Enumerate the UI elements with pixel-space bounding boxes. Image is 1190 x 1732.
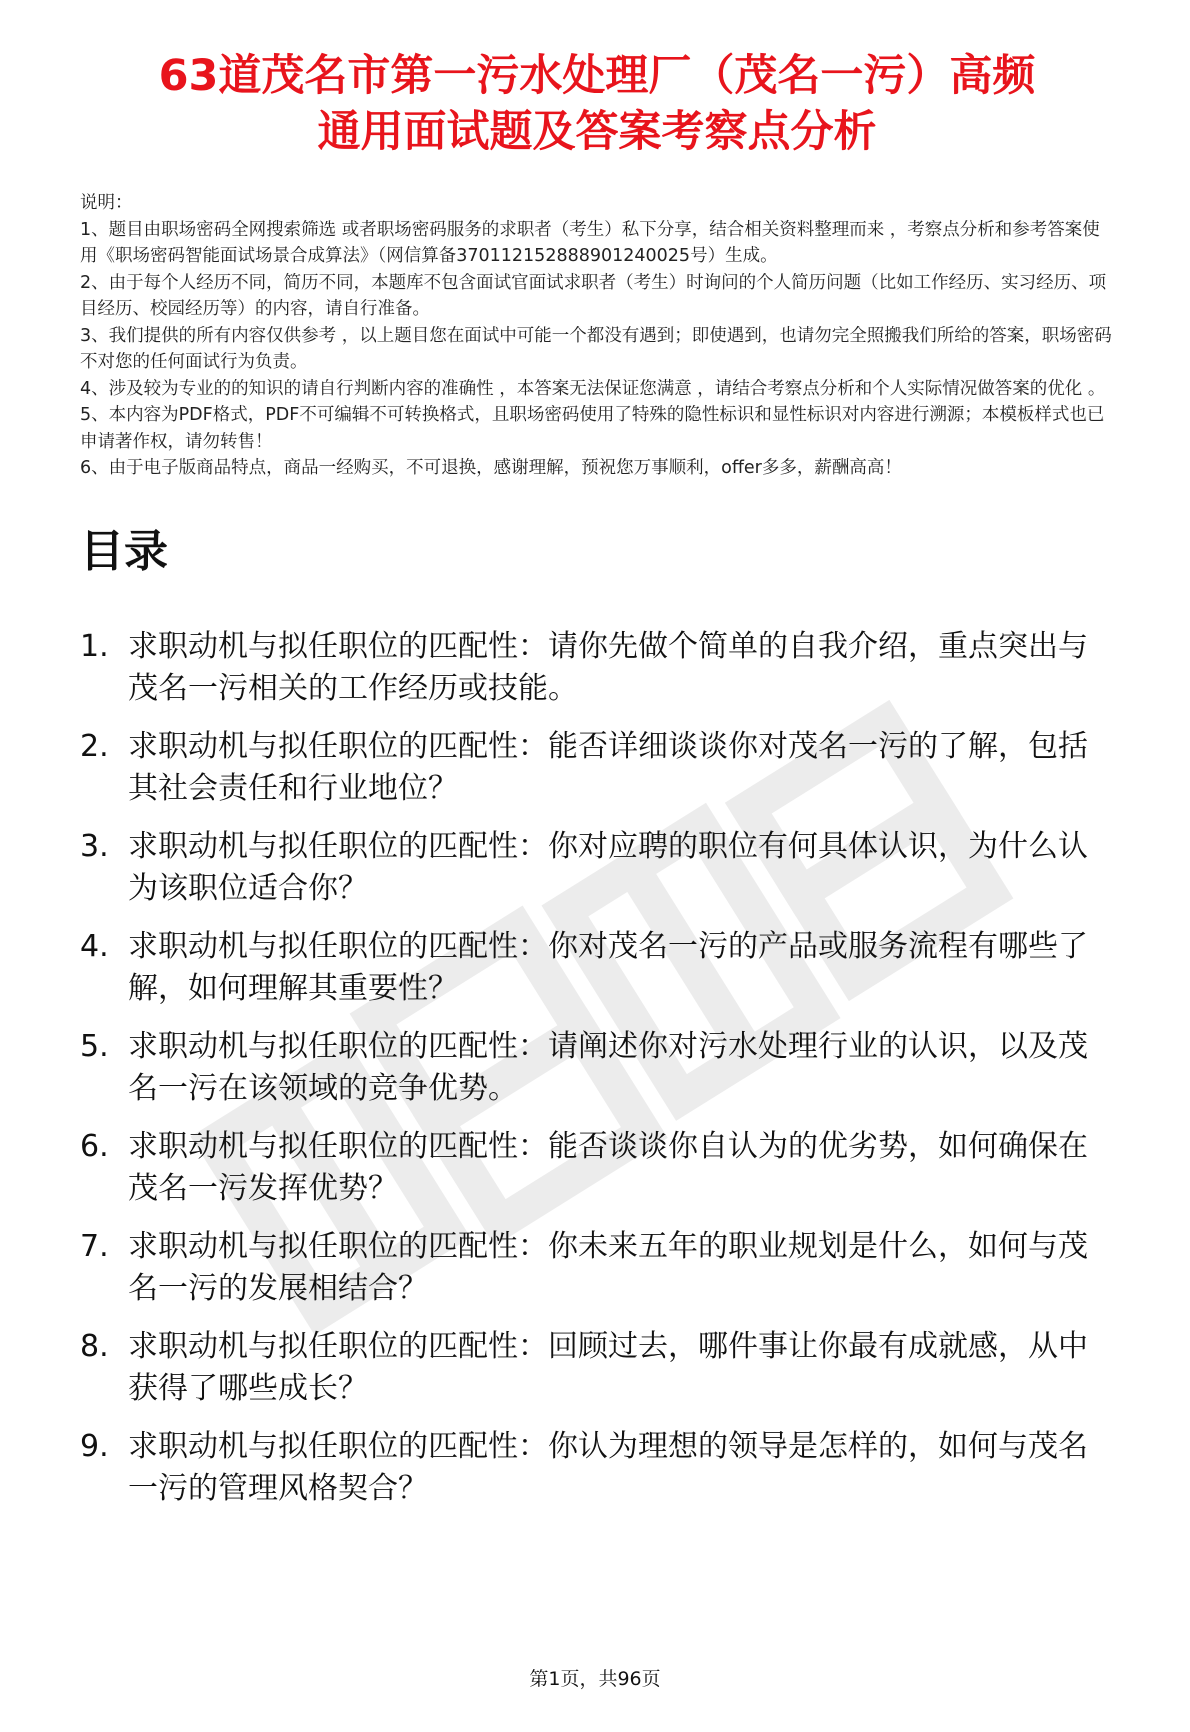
toc-list [80, 626, 1114, 1510]
document-title [80, 48, 1114, 160]
note-item: 6、由于电子版商品特点，商品一经购买，不可退换，感谢理解，预祝您万事顺利，offer多多，薪酬高高！ [80, 458, 902, 478]
note-item: 2、由于每个人经历不同，简历不同，本题库不包含面试官面试求职者（考生）时询问的个人简历问题（比如工作经历、实习经历、项目经历、校园经历等）的内容，请自行准备。 [80, 272, 1107, 319]
toc-item-text: 求职动机与拟任职位的匹配性：请你先做个简单的自我介绍，重点突出与茂名一污相关的工作经历或技能。 [128, 628, 1088, 706]
title-line-1: 63道茂名市第一污水处理厂（茂名一污）高频 [158, 51, 1036, 101]
toc-item-number: 3. [80, 828, 109, 864]
toc-item[interactable] [80, 926, 1114, 1010]
toc-item-number: 9. [80, 1428, 109, 1464]
toc-item-number: 1. [80, 628, 109, 664]
toc-item[interactable] [80, 1326, 1114, 1410]
toc-item[interactable] [80, 726, 1114, 810]
toc-item[interactable] [80, 626, 1114, 710]
note-item: 1、题目由职场密码全网搜索筛选 或者职场密码服务的求职者（考生）私下分享，结合相关资料整理而来 ，考察点分析和参考答案使用《职场密码智能面试场景合成算法》（网信算备370112152888901240025号）生成。 [80, 219, 1100, 266]
toc-item[interactable] [80, 826, 1114, 910]
toc-heading: 目录 [80, 525, 168, 577]
notes-section [80, 190, 1114, 482]
toc-item-number: 8. [80, 1328, 109, 1364]
toc-item-number: 2. [80, 728, 109, 764]
toc-item-text: 求职动机与拟任职位的匹配性：你对茂名一污的产品或服务流程有哪些了解，如何理解其重要性？ [128, 928, 1088, 1006]
toc-item-text: 求职动机与拟任职位的匹配性：回顾过去，哪件事让你最有成就感，从中获得了哪些成长？ [128, 1328, 1088, 1406]
toc-item[interactable] [80, 1226, 1114, 1310]
toc-item-number: 6. [80, 1128, 109, 1164]
toc-item[interactable] [80, 1026, 1114, 1110]
notes-label: 说明： [80, 193, 133, 213]
toc-item-text: 求职动机与拟任职位的匹配性：能否详细谈谈你对茂名一污的了解，包括其社会责任和行业地位？ [128, 728, 1088, 806]
note-item: 3、我们提供的所有内容仅供参考 ，以上题目您在面试中可能一个都没有遇到；即使遇到，也请勿完全照搬我们所给的答案，职场密码不对您的任何面试行为负责。 [80, 325, 1112, 372]
toc-item-text: 求职动机与拟任职位的匹配性：你未来五年的职业规划是什么，如何与茂名一污的发展相结合？ [128, 1228, 1088, 1306]
document-page [0, 48, 1190, 1732]
note-item: 4、涉及较为专业的的知识的请自行判断内容的准确性 ，本答案无法保证您满意 ，请结合考察点分析和个人实际情况做答案的优化 。 [80, 378, 1106, 399]
toc-item-number: 5. [80, 1028, 109, 1064]
toc-item-text: 求职动机与拟任职位的匹配性：你认为理想的领导是怎样的，如何与茂名一污的管理风格契合？ [128, 1428, 1088, 1506]
title-line-2: 通用面试题及答案考察点分析 [317, 107, 877, 157]
toc-item-text: 求职动机与拟任职位的匹配性：请阐述你对污水处理行业的认识，以及茂名一污在该领域的竞争优势。 [128, 1028, 1088, 1106]
page-footer: 第1页，共96页 [529, 1668, 661, 1690]
toc-item-text: 求职动机与拟任职位的匹配性：你对应聘的职位有何具体认识，为什么认为该职位适合你？ [128, 828, 1088, 906]
toc-item[interactable] [80, 1126, 1114, 1210]
toc-item[interactable] [80, 1426, 1114, 1510]
toc-item-number: 7. [80, 1228, 109, 1264]
note-item: 5、本内容为PDF格式，PDF不可编辑不可转换格式，且职场密码使用了特殊的隐性标识和显性标识对内容进行溯源；本模板样式也已申请著作权，请勿转售！ [80, 405, 1105, 452]
toc-item-text: 求职动机与拟任职位的匹配性：能否谈谈你自认为的优劣势，如何确保在茂名一污发挥优势？ [128, 1128, 1088, 1206]
toc-item-number: 4. [80, 928, 109, 964]
